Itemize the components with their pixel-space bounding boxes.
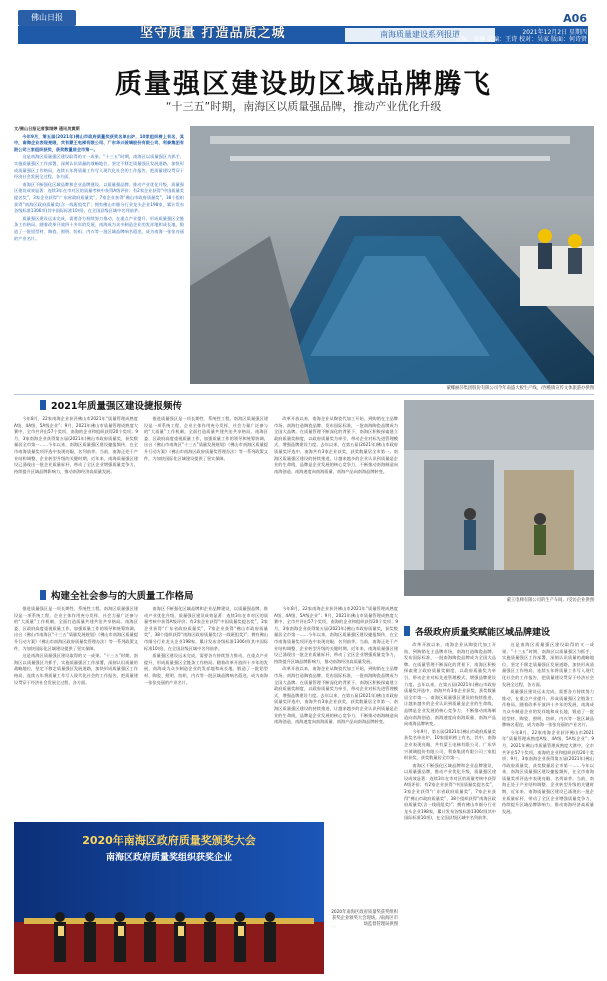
masthead	[0, 0, 607, 62]
lead-paragraph: 今年9月，第五届(2021年)佛山市政府质量奖获奖名单出炉，10家组织榜上有名，其中，南海企业表现亮眼，共有蒙王电梯有限公司、广东华兴玻璃股份有限公司、利泰集团有限公司三家组织获奖，获奖数量居全市第一。	[14, 133, 184, 152]
section-heading: 构建全社会参与的大质量工作格局	[40, 588, 280, 602]
subheadline: “十三五”时期，南海区以质量强品牌，推动产业优化升级	[165, 100, 442, 113]
section3-column-2: 这是南海区质量强区建设取得的又一成果。“十三五”时期，南海区以质量强区为抓手，实施质量强区工作部署，深刻认识质量的战略地位，坚定不移走质量强区发展道路，加快形成质量强区工作格局，连续五年将质量工作写入现代化社会的工作报告，把质量建设贯穿于经济社会发展全过程，各方面。 质量强区建设远未完成，需要各方持续努力推动，在重点产业提升、形成质量强区全链条工作格局。随着改革开放四十多年的发展，南海成为众多制造企业的发祥地和成长地，锻造了一批铝型材、陶瓷、照明、纺织、内衣等一批区域品牌响名遐迩，成为南海一张张亮丽的产业名片。 今年8月，22家南海企业获评佛山市2021年“质量管理成熟度A级、4A级、5A级企业”；9月，2021年佛山市质量管理成熟度大赛中，全市共评出57个奖项，南海的企业和组织获得20个奖项；9月，3家南海企业获得第五届(2021年)佛山市政府质量奖，获奖数量居全市第一……今年以来，南海区质量强区建设捷报频传，在全市南海质量奖项评选中表现亮眼、名列前茅。当前，南海正处于产业结构调整、企业转型升级的关键时期，近年来，南海质量强区建设已涌现出一批企业质量标杆，带动了全区企业增强质量竞争力，持续提升区域品牌影响力，推动南海经济高质量发展。	[502, 642, 594, 814]
section1-column-2: 推进质量强区是一项长期性、系统性工程。南海区质量强区建设是一项系统工程，企业主体作用充分发挥，社会力量广泛参与的“大质量”工作机制，全面打造质量共建共治共享格局。南海区委、区政府高度重视质量工作，加强质量工作的领导和统筹协调，出台《佛山市南海区“十三五”质量发展规划》《佛山市南海区质量提升行动方案》《佛山市南海区政府质量奖管理办法》等一系列政策文件，为加快国际化区域建设提供了坚实保障。	[144, 416, 268, 461]
lead-column	[14, 126, 184, 388]
award-banner-subtitle: 南海区政府质量奖组织获奖企业	[105, 853, 232, 863]
column-slogan: 坚守质量 打造品质之城	[140, 26, 286, 41]
lead-paragraph: 南海区不断强化区域品牌和企业品牌建设，以质量强品牌，推动产业优化升级，质量强区建设成效显著：连续3年在市对区的质量考核中获得A级评价；有2家企业获得“中国质量奖提名奖”，3家企业获得“广东省政府质量奖”，7家企业获得“佛山市政府质量奖”，38个组织获得“南海区政府质量奖(含一线班组奖)”；拥有佛山市细分行业龙头企业198家，累计发布各级标准1306项(其中国际标准10项)，在全国县级区域中名列前茅。	[14, 181, 184, 214]
section2-column-2: 南海区不断强化区域品牌和企业品牌建设，以质量强品牌，推动产业优化升级，质量强区建设成效显著：连续3年在市对区的质量考核中获得A级评价；有2家企业获得“中国质量奖提名奖”，3家企业获得“广东省政府质量奖”，7家企业获得“佛山市政府质量奖”，38个组织获得“南海区政府质量奖(含一线班组奖)”；拥有佛山市细分行业龙头企业198家，累计发布各级标准1306项(其中国际标准10项)，在全国县级区域中名列前茅。 质量强区建设远未完成，需要各方持续努力推动，在重点产业提升、形成质量强区全链条工作格局。随着改革开放四十多年的发展，南海成为众多制造企业的发祥地和成长地，锻造了一批铝型材、陶瓷、照明、纺织、内衣等一批区域品牌响名遐迩，成为南海一张张亮丽的产业名片。	[144, 606, 268, 685]
heading-bar	[40, 400, 46, 410]
series-label: 南海质量建设系列报道	[345, 28, 495, 42]
elevator-photo-illustration	[404, 400, 594, 596]
page-number: A06	[563, 12, 587, 25]
heading-bar	[404, 626, 410, 636]
lead-paragraph: 这是南海区质量强区建设取得的又一成果。“十三五”时期，南海区以质量强区为抓手，实施质量强区工作部署，深刻认识质量的战略地位，坚定不移走质量强区发展道路，加快形成质量强区工作格局，连续五年将质量工作写入现代化社会的工作报告，把质量建设贯穿于经济社会发展全过程，各方面。	[14, 154, 184, 180]
factory-photo	[190, 126, 594, 384]
award-banner-title: 2020年南海区政府质量奖颁奖大会	[82, 834, 256, 847]
section-divider	[14, 394, 594, 395]
section-heading: 各级政府质量奖赋能区域品牌建设	[404, 624, 594, 638]
lead-paragraph: 质量强区建设远未完成，需要各方持续努力推动，在重点产业提升、形成质量强区全链条工作格局。随着改革开放四十多年的发展，南海成为众多制造企业的发祥地和成长地，锻造了一批铝型材、陶瓷、照明、纺织、内衣等一批区域品牌响名遐迩，成为南海一张张亮丽的产业名片。	[14, 215, 184, 241]
heading-bar	[40, 590, 46, 600]
factory-photo-illustration	[190, 126, 594, 384]
photo-caption: 蒙娜丽莎集团股份有限公司今年南盛大板生产线。/西樵镇宣传文体旅游办供图	[446, 386, 594, 391]
byline: 文/佛山日报记者黎翊婷 通讯员黄斯	[14, 126, 80, 131]
section2-column-1: 推进质量强区是一项长期性、系统性工程。南海区质量强区建设是一项系统工程，企业主体作用充分发挥，社会力量广泛参与的“大质量”工作机制，全面打造质量共建共治共享格局。南海区委、区政府高度重视质量工作，加强质量工作的领导和统筹协调，出台《佛山市南海区“十三五”质量发展规划》《佛山市南海区质量提升行动方案》《佛山市南海区政府质量奖管理办法》等一系列政策文件，为加快国际化区域建设提供了坚实保障。 这是南海区质量强区建设取得的又一成果。“十三五”时期，南海区以质量强区为抓手，实施质量强区工作部署，深刻认识质量的战略地位，坚定不移走质量强区发展道路，加快形成质量强区工作格局，连续五年将质量工作写入现代化社会的工作报告，把质量建设贯穿于经济社会发展全过程，各方面。	[14, 606, 138, 685]
section-heading: 2021年质量强区建设捷报频传	[40, 398, 240, 412]
photo-caption: 蒙王电梯有限公司的生产车间。/受访企业供图	[506, 598, 594, 603]
photo-caption: 2020年南海区政府质量奖获奖组织获奖企业颁奖大会现场。/南海区市场监督管理局供图	[331, 910, 398, 927]
section1-column-3: 改革开放以来，南海企业从陶瓷代加工开始，到购销在主品牌市场，南海打造陶瓷品牌、发布国际标准，一批南海陶瓷品牌成为全国大品牌。在质量管理不断深化的背景下，南海区积极探索建立政府质量奖制度，以政府质量奖为牵引，带动企业对标先进管理模式，增强品牌建设力度。去年以来，在第五届(2021年)佛山市政府质量奖评选中，南海共有3家企业获奖，获奖数量居全市第一。南海区质量强区建设的持续推进，让越来越多的企业认识到质量是企业的生命线，品牌是企业发展的核心竞争力，不断推动南海制造向南海创造、南海速度向南海质量、南海产品向南海品牌转变。	[274, 416, 398, 474]
elevator-photo	[404, 400, 594, 596]
headline: 质量强区建设助区域品牌腾飞	[115, 69, 492, 100]
section3-column-1: 改革开放以来，南海企业从陶瓷代加工开始，到购销在主品牌市场，南海打造陶瓷品牌、发布国际标准，一批南海陶瓷品牌成为全国大品牌。在质量管理不断深化的背景下，南海区积极探索建立政府质量奖制度，以政府质量奖为牵引，带动企业对标先进管理模式，增强品牌建设力度。去年以来，在第五届(2021年)佛山市政府质量奖评选中，南海共有3家企业获奖，获奖数量居全市第一。南海区质量强区建设的持续推进，让越来越多的企业认识到质量是企业的生命线，品牌是企业发展的核心竞争力，不断推动南海制造向南海创造、南海速度向南海质量、南海产品向南海品牌转变。 今年9月，第五届(2021年)佛山市政府质量奖获奖名单出炉，10家组织榜上有名，其中，南海企业表现亮眼，共有蒙王电梯有限公司、广东华兴玻璃股份有限公司、利泰集团有限公司三家组织获奖，获奖数量居全市第一。 南海区不断强化区域品牌和企业品牌建设，以质量强品牌，推动产业优化升级，质量强区建设成效显著：连续3年在市对区的质量考核中获得A级评价；有2家企业获得“中国质量奖提名奖”，3家企业获得“广东省政府质量奖”，7家企业获得“佛山市政府质量奖”，38个组织获得“南海区政府质量奖(含一线班组奖)”；拥有佛山市细分行业龙头企业198家，累计发布各级标准1306项(其中国际标准10项)，在全国县级区域中名列前茅。	[404, 642, 496, 821]
newspaper-logo: 佛山日报	[18, 10, 76, 26]
section1-column-1: 今年8月，22家南海企业获评佛山市2021年“质量管理成熟度A级、4A级、5A级企业”；9月，2021年佛山市质量管理成熟度大赛中，全市共评出57个奖项，南海的企业和组织获得20个奖项；9月，3家南海企业获得第五届(2021年)佛山市政府质量奖，获奖数量居全市第一……今年以来，南海区质量强区建设捷报频传，在全市南海质量奖项评选中表现亮眼、名列前茅。当前，南海正处于产业结构调整、企业转型升级的关键时期，近年来，南海质量强区建设已涌现出一批企业质量标杆，带动了全区企业增强质量竞争力，持续提升区域品牌影响力，推动南海经济高质量发展。	[14, 416, 138, 474]
date-line: 2021年12月2日 星期四 责编：谢琳 美编：王诗 校对：吴家 版面：何诗贤	[455, 29, 587, 43]
section2-column-3: 今年8月，22家南海企业获评佛山市2021年“质量管理成熟度A级、4A级、5A级企业”；9月，2021年佛山市质量管理成熟度大赛中，全市共评出57个奖项，南海的企业和组织获得20个奖项；9月，3家南海企业获得第五届(2021年)佛山市政府质量奖，获奖数量居全市第一……今年以来，南海区质量强区建设捷报频传，在全市南海质量奖项评选中表现亮眼、名列前茅。当前，南海正处于产业结构调整、企业转型升级的关键时期，近年来，南海质量强区建设已涌现出一批企业质量标杆，带动了全区企业增强质量竞争力，持续提升区域品牌影响力，推动南海经济高质量发展。 改革开放以来，南海企业从陶瓷代加工开始，到购销在主品牌市场，南海打造陶瓷品牌、发布国际标准，一批南海陶瓷品牌成为全国大品牌。在质量管理不断深化的背景下，南海区积极探索建立政府质量奖制度，以政府质量奖为牵引，带动企业对标先进管理模式，增强品牌建设力度。去年以来，在第五届(2021年)佛山市政府质量奖评选中，南海共有3家企业获奖，获奖数量居全市第一。南海区质量强区建设的持续推进，让越来越多的企业认识到质量是企业的生命线，品牌是企业发展的核心竞争力，不断推动南海制造向南海创造、南海速度向南海质量、南海产品向南海品牌转变。	[274, 606, 398, 725]
